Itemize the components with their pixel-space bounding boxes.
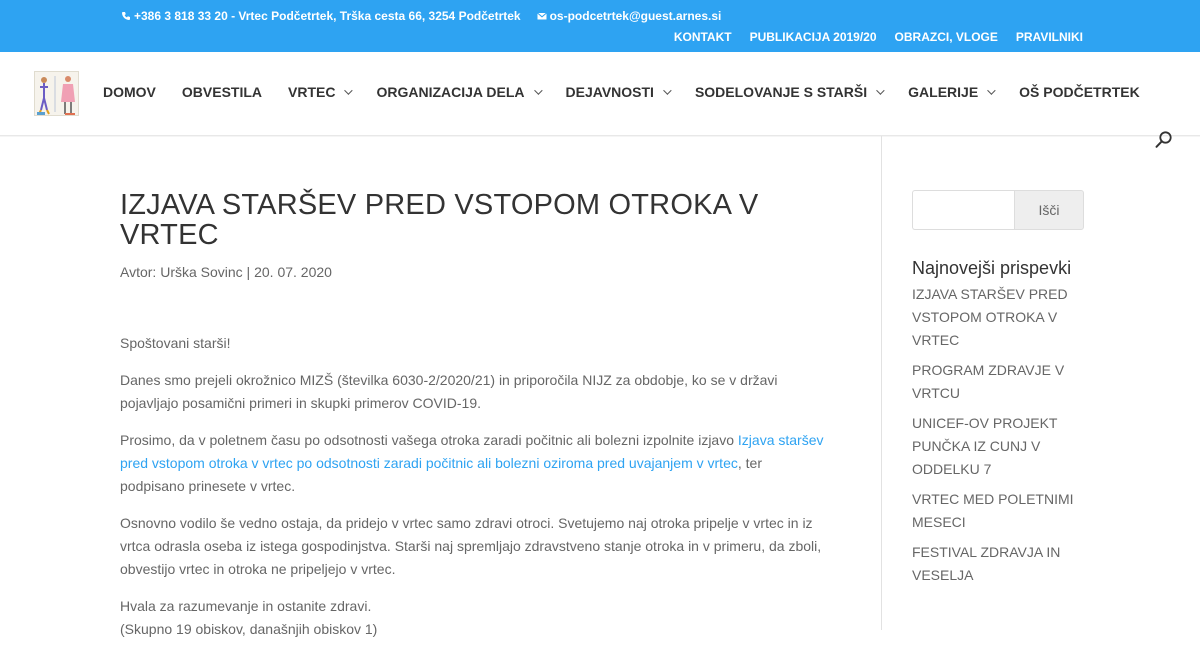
nav-label: ORGANIZACIJA DELA — [376, 84, 525, 100]
paragraph: Danes smo prejeli okrožnico MIZŠ (številka 6030-2/2020/21) in priporočila NIJZ za obdobje, ko se v državi pojavljajo posamični primeri in skupki primerov COVID-19. — [120, 372, 778, 411]
chevron-down-icon — [987, 86, 995, 94]
paragraph-text: Prosimo, da v poletnem času po odsotnosti vašega otroka zaradi počitnic ali bolezni izpolnite izjavo — [120, 432, 738, 448]
closing-text: Hvala za razumevanje in ostanite zdravi. — [120, 598, 372, 614]
recent-post-link[interactable]: UNICEF-OV PROJEKT PUNČKA IZ CUNJ V ODDELKU 7 — [912, 415, 1058, 477]
recent-post-link[interactable]: VRTEC MED POLETNIMI MESECI — [912, 491, 1074, 530]
nav-label: DOMOV — [103, 84, 156, 100]
phone-icon — [121, 11, 131, 21]
paragraph — [120, 595, 830, 641]
logo-drawing — [35, 72, 79, 116]
nav-item-galerije[interactable] — [908, 84, 993, 100]
nav-item-domov[interactable] — [103, 84, 156, 100]
nav-item-obvestila[interactable] — [182, 84, 262, 100]
search-button[interactable]: Išči — [1014, 190, 1084, 230]
recent-post-link[interactable]: PROGRAM ZDRAVJE V VRTCU — [912, 362, 1065, 401]
nav-item-dejavnosti[interactable] — [566, 84, 669, 100]
search-input[interactable] — [912, 190, 1014, 230]
chevron-down-icon — [534, 86, 542, 94]
main-header — [0, 52, 1200, 136]
sidebar — [912, 190, 1084, 594]
top-links — [674, 30, 1083, 44]
chevron-down-icon — [876, 86, 884, 94]
contact-info — [121, 9, 721, 23]
top-bar — [0, 0, 1200, 52]
post-title: IZJAVA STARŠEV PRED VSTOPOM OTROKA V VRTEC — [120, 189, 759, 251]
sidebar-search — [912, 190, 1084, 230]
post-content-area — [120, 136, 830, 655]
top-link-pravilniki[interactable]: PRAVILNIKI — [1015, 30, 1083, 44]
recent-post-link[interactable]: FESTIVAL ZDRAVJA IN VESELJA — [912, 544, 1061, 583]
contact-text: +386 3 818 33 20 - Vrtec Podčetrtek, Trška cesta 66, 3254 Podčetrtek — [134, 9, 521, 23]
search-icon[interactable] — [1154, 130, 1174, 150]
email-link[interactable]: os-podcetrtek@guest.arnes.si — [549, 9, 722, 23]
email-contact[interactable] — [537, 9, 722, 23]
declaration-form-link[interactable]: Izjava staršev pred vstopom otroka v vrtec po odsotnosti zaradi počitnic ali bolezni oziroma pred uvajanjem v vrtec — [120, 432, 824, 471]
paragraph: Osnovno vodilo še vedno ostaja, da pridejo v vrtec samo zdravi otroci. Svetujemo naj otroka pripelje v vrtec in iz vrtca odrasla oseba iz istega gospodinjstva. Starši naj spremljajo zdravstveno stanje otroka in v primeru, da zboli, obvestijo vrtec in otroka ne pripeljejo v vrtec. — [120, 515, 822, 577]
sidebar-divider — [881, 136, 882, 630]
nav-label: OBVESTILA — [181, 84, 263, 100]
nav-label: GALERIJE — [908, 84, 979, 100]
visit-counter: (Skupno 19 obiskov, današnjih obiskov 1) — [120, 621, 378, 637]
nav-item-organizacija-dela[interactable] — [376, 84, 539, 100]
chevron-down-icon — [345, 86, 353, 94]
chevron-down-icon — [663, 86, 671, 94]
nav-item-os-podcetrtek[interactable] — [1019, 84, 1140, 100]
recent-posts-list — [912, 283, 1084, 587]
top-link-kontakt[interactable]: KONTAKT — [673, 30, 732, 44]
post-meta: Avtor: Urška Sovinc | 20. 07. 2020 — [120, 264, 332, 280]
envelope-icon — [537, 11, 547, 21]
primary-nav — [103, 84, 1140, 100]
nav-label: VRTEC — [288, 84, 336, 100]
phone-contact — [121, 9, 521, 23]
top-link-publikacija[interactable]: PUBLIKACIJA 2019/20 — [749, 30, 877, 44]
paragraph — [120, 429, 830, 498]
nav-label: DEJAVNOSTI — [565, 84, 654, 100]
post-body — [120, 332, 830, 641]
nav-item-vrtec[interactable] — [288, 84, 350, 100]
recent-posts-title: Najnovejši prispevki — [912, 258, 1072, 278]
paragraph-text: , ter podpisano prinesete v vrtec. — [120, 455, 762, 494]
nav-item-sodelovanje-s-starsi[interactable] — [695, 84, 882, 100]
nav-label: OŠ PODČETRTEK — [1019, 84, 1140, 100]
site-logo[interactable] — [34, 71, 79, 116]
recent-post-link[interactable]: IZJAVA STARŠEV PRED VSTOPOM OTROKA V VRTEC — [912, 286, 1068, 348]
paragraph: Spoštovani starši! — [120, 335, 231, 351]
nav-label: SODELOVANJE S STARŠI — [694, 84, 868, 100]
top-link-obrazci[interactable]: OBRAZCI, VLOGE — [894, 30, 998, 44]
